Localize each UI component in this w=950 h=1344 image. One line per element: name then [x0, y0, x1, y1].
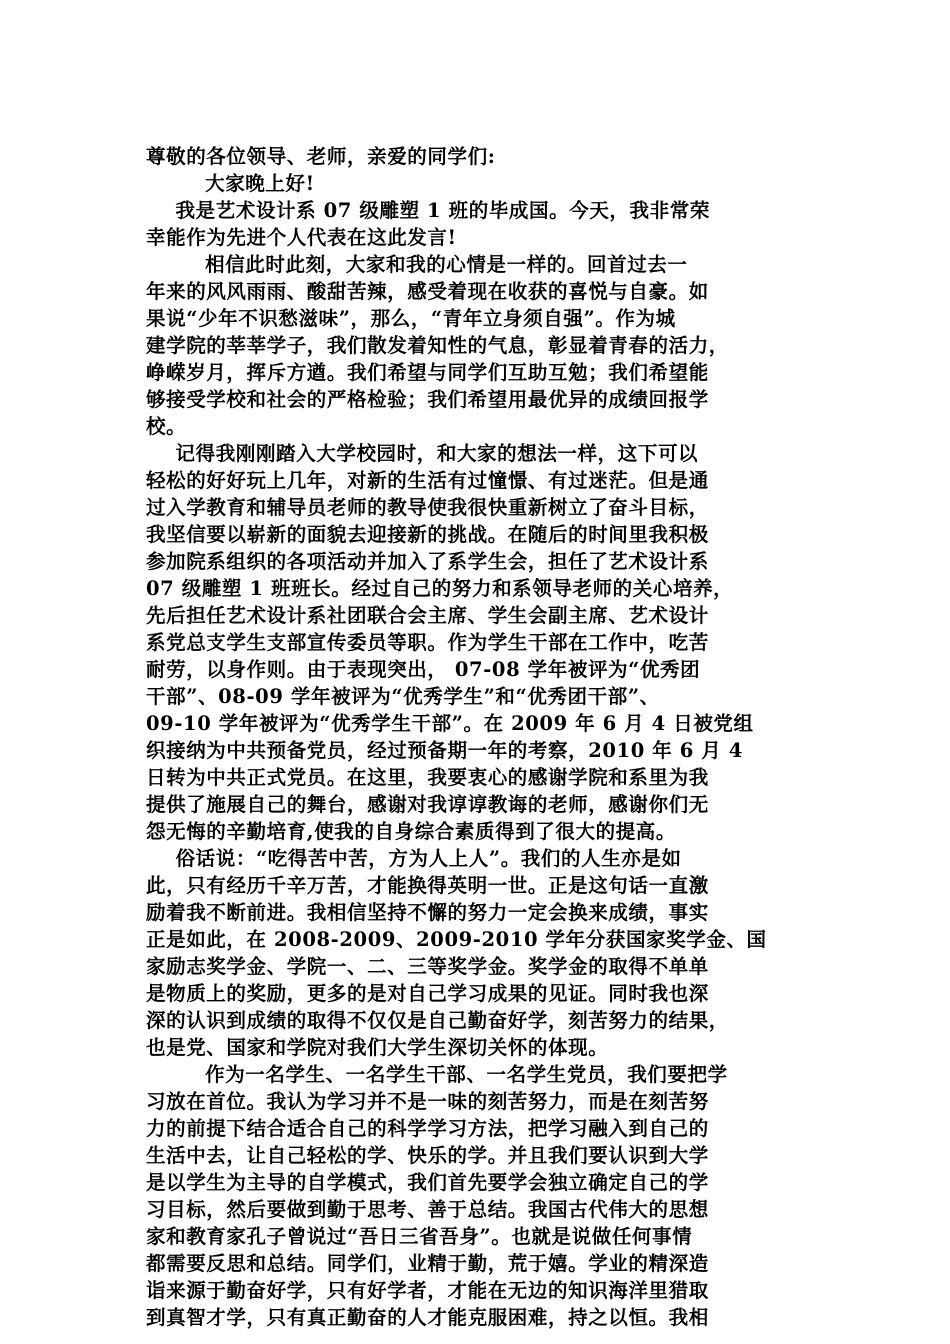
text-line: 轻松的好好玩上几年，对新的生活有过憧憬、有过迷茫。但是通 — [146, 469, 709, 492]
text-line: 力的前提下结合适合自己的科学学习方法，把学习融入到自己的 — [146, 1117, 709, 1140]
text-line: 干部”、08-09 学年被评为“优秀学生”和“优秀团干部”、 — [146, 685, 660, 708]
text-line: 建学院的莘莘学子，我们散发着知性的气息，彰显着青春的活力， — [146, 334, 729, 357]
text-line: 果说“少年不识愁滋味”，那么，“青年立身须自强”。作为城 — [146, 307, 676, 330]
text-line: 习放在首位。我认为学习并不是一味的刻苦努力，而是在刻苦努 — [146, 1090, 709, 1113]
text-line: 09-10 学年被评为“优秀学生干部”。在 2009 年 6 月 4 日被党组 — [146, 712, 754, 735]
text-line: 峥嵘岁月，挥斥方遒。我们希望与同学们互助互勉；我们希望能 — [146, 361, 709, 384]
text-line: 生活中去，让自己轻松的学、快乐的学。并且我们要认识到大学 — [146, 1144, 709, 1167]
text-line: 相信此时此刻，大家和我的心情是一样的。回首过去一 — [146, 253, 688, 276]
text-line: 是物质上的奖励，更多的是对自己学习成果的见证。同时我也深 — [146, 982, 709, 1005]
document-body — [146, 143, 814, 1331]
text-line: 我是艺术设计系 07 级雕塑 1 班的毕成国。今天，我非常荣 — [146, 199, 710, 222]
text-line: 耐劳，以身作则。由于表现突出， 07-08 学年被评为“优秀团 — [146, 658, 701, 681]
text-line: 参加院系组织的各项活动并加入了系学生会，担任了艺术设计系 — [146, 550, 709, 573]
text-line: 都需要反思和总结。同学们，业精于勤，荒于嬉。学业的精深造 — [146, 1252, 709, 1275]
text-line: 织接纳为中共预备党员，经过预备期一年的考察，2010 年 6 月 4 — [146, 739, 743, 762]
text-line: 此，只有经历千辛万苦，才能换得英明一世。正是这句话一直激 — [146, 874, 709, 897]
text-line: 也是党、国家和学院对我们大学生深切关怀的体现。 — [146, 1036, 609, 1059]
text-line: 系党总支学生支部宣传委员等职。作为学生干部在工作中，吃苦 — [146, 631, 709, 654]
text-line: 家和教育家孔子曾说过“吾日三省吾身”。也就是说做任何事情 — [146, 1225, 693, 1248]
text-line: 过入学教育和辅导员老师的教导使我很快重新树立了奋斗目标， — [146, 496, 709, 519]
text-line: 怨无悔的辛勤培育,使我的自身综合素质得到了很大的提高。 — [146, 820, 676, 843]
text-line: 幸能作为先进个人代表在这此发言! — [146, 226, 457, 249]
text-line: 到真智才学，只有真正勤奋的人才能克服困难，持之以恒。我相 — [146, 1306, 709, 1329]
text-line: 记得我刚刚踏入大学校园时，和大家的想法一样，这下可以 — [146, 442, 699, 465]
text-line: 深的认识到成绩的取得不仅仅是自己勤奋好学，刻苦努力的结果， — [146, 1009, 729, 1032]
text-line: 07 级雕塑 1 班班长。经过自己的努力和系领导老师的关心培养， — [146, 577, 734, 600]
text-line: 家励志奖学金、学院一、二、三等奖学金。奖学金的取得不单单 — [146, 955, 709, 978]
text-line: 大家晚上好! — [146, 172, 315, 195]
text-line: 尊敬的各位领导、老师，亲爱的同学们: — [146, 145, 496, 168]
text-line: 我坚信要以崭新的面貌去迎接新的挑战。在随后的时间里我积极 — [146, 523, 709, 546]
text-line: 是以学生为主导的自学模式，我们首先要学会独立确定自己的学 — [146, 1171, 709, 1194]
text-line: 校。 — [146, 415, 187, 438]
text-line: 年来的风风雨雨、酸甜苦辣，感受着现在收获的喜悦与自豪。如 — [146, 280, 709, 303]
text-line: 日转为中共正式党员。在这里，我要衷心的感谢学院和系里为我 — [146, 766, 709, 789]
text-line: 作为一名学生、一名学生干部、一名学生党员，我们要把学 — [146, 1063, 728, 1086]
text-line: 先后担任艺术设计系社团联合会主席、学生会副主席、艺术设计 — [146, 604, 709, 627]
text-line: 诣来源于勤奋好学，只有好学者，才能在无边的知识海洋里猎取 — [146, 1279, 709, 1302]
text-line: 够接受学校和社会的严格检验；我们希望用最优异的成绩回报学 — [146, 388, 709, 411]
text-line: 习目标，然后要做到勤于思考、善于总结。我国古代伟大的思想 — [146, 1198, 709, 1221]
text-line: 正是如此，在 2008-2009、2009-2010 学年分获国家奖学金、国 — [146, 928, 767, 951]
text-line: 提供了施展自己的舞台，感谢对我谆谆教诲的老师，感谢你们无 — [146, 793, 709, 816]
text-line: 俗话说：“吃得苦中苦，方为人上人”。我们的人生亦是如 — [146, 847, 682, 870]
text-line: 励着我不断前进。我相信坚持不懈的努力一定会换来成绩，事实 — [146, 901, 709, 924]
